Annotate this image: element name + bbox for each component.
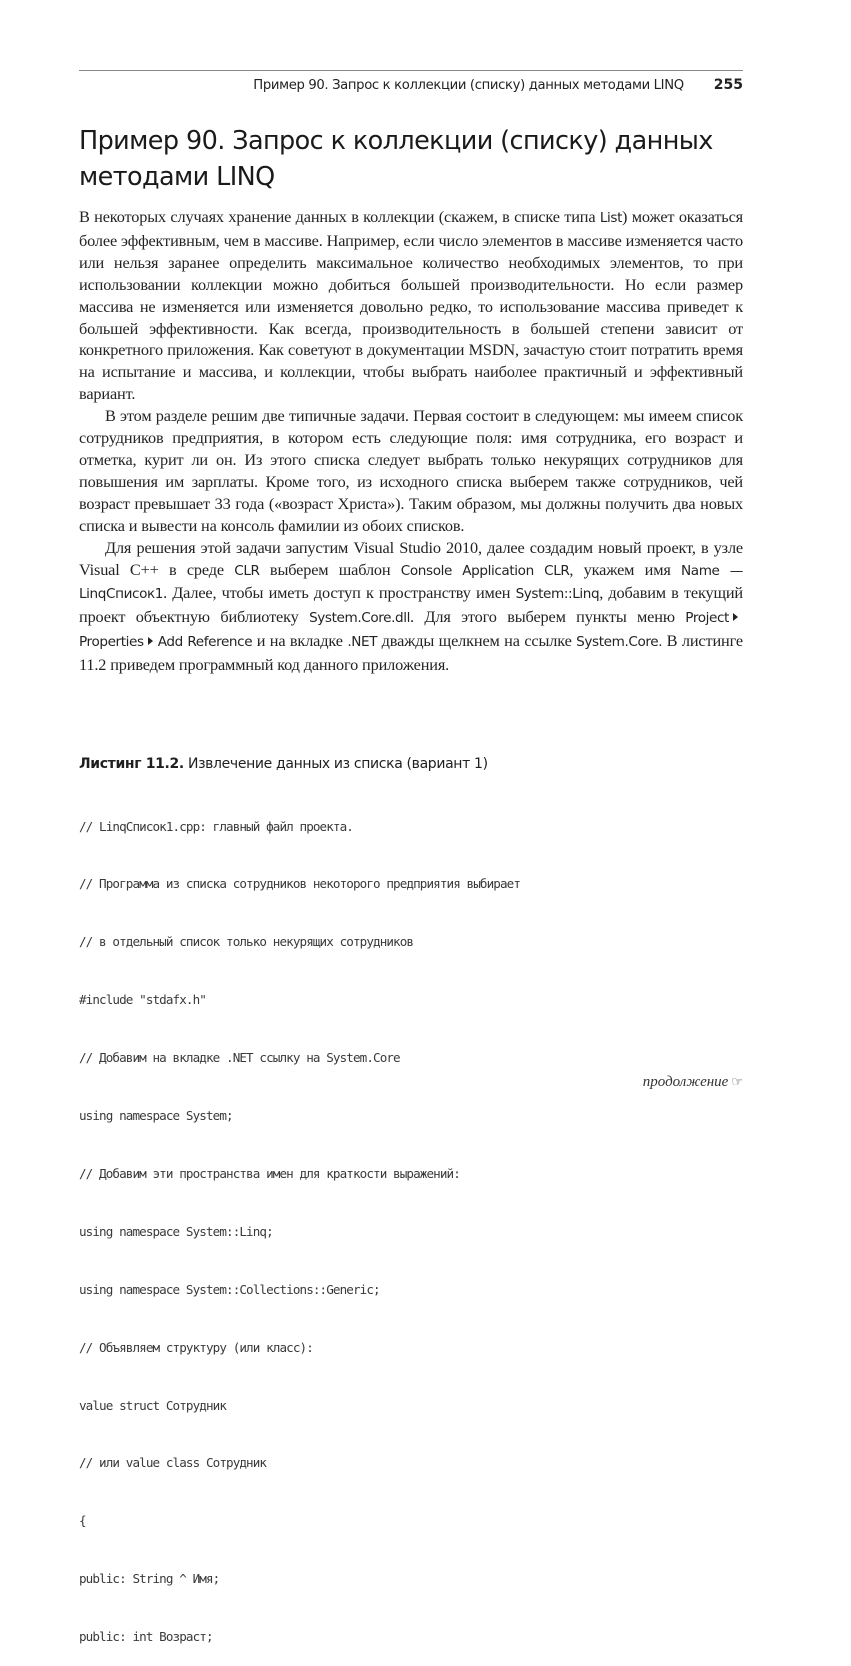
inline-code: System::Linq	[515, 586, 600, 603]
inline-code: CLR	[234, 562, 260, 579]
listing-caption	[79, 756, 743, 772]
code-line: using namespace System::Linq;	[79, 1223, 273, 1239]
code-line: {	[79, 1513, 86, 1529]
code-line: // LinqСписок1.cpp: главный файл проекта.	[79, 818, 353, 834]
running-title: Пример 90. Запрос к коллекции (списку) данных методами LINQ	[253, 78, 684, 93]
continued-label: продолжение	[642, 1074, 729, 1090]
code-line: #include "stdafx.h"	[79, 992, 206, 1008]
code-line: using namespace System;	[79, 1108, 233, 1124]
code-line: public: String ^ Имя;	[79, 1571, 220, 1587]
listing-label: Листинг 11.2.	[79, 756, 184, 772]
paragraph-2: В этом разделе решим две типичные задачи. Первая состоит в следующем: мы имеем список сотрудников предприятия, в котором есть следующие поля: имя сотрудника, его возраст и отметка, курит ли он. Из этого списка следует выбрать только некурящих сотрудников для повышения им зарплаты. Кроме того, из исходного списка выберем также сотрудников, чей возраст превышает 33 года («возраст Христа»). Таким образом, мы должны получить два новых списка и вывести на консоль фамилии из обоих списков.	[79, 406, 743, 535]
code-line: // или value class Сотрудник	[79, 1455, 267, 1471]
header-rule	[79, 70, 743, 71]
hand-pointing-icon: ☞	[731, 1074, 743, 1089]
section-title-line1: Пример 90. Запрос к коллекции (списку) данных	[79, 126, 713, 156]
inline-code: Console Application CLR	[400, 562, 570, 579]
inline-code: Name — LinqСписок1	[79, 562, 744, 603]
code-line: // Добавим эти пространства имен для краткости выражений:	[79, 1165, 460, 1181]
menu-path-add-reference: Add Reference	[157, 634, 253, 651]
inline-code: .NET	[347, 634, 378, 651]
continued-marker	[643, 1074, 743, 1091]
listing-caption-text: Извлечение данных из списка (вариант 1)	[183, 756, 488, 772]
paragraph-1: В некоторых случаях хранение данных в коллекции (скажем, в списке типа List) может оказаться более эффективным, чем в массиве. Например, если число элементов в массиве изменяется часто или нельзя заранее определить максимальное количество необходимых элементов, то при использовании коллекции можно добиться большей производительности. Но если размер массива не изменяется или изменяется довольно редко, то использование массива приведет к большей эффективности. Как всегда, производительность в большей степени зависит от конкретного приложения. Как советуют в документации MSDN, зачастую стоит потратить время на испытание и массива, и коллекции, чтобы выбрать наиболее практичный и эффективный вариант.	[79, 207, 743, 404]
menu-path-properties: Properties	[79, 634, 144, 651]
code-line: // в отдельный список только некурящих сотрудников	[79, 934, 414, 950]
code-line: using namespace System::Collections::Generic;	[79, 1281, 380, 1297]
inline-code: System.Core.dll	[309, 610, 411, 627]
code-line: // Добавим на вкладке .NET ссылку на System.Core	[79, 1050, 400, 1066]
triangle-right-icon	[148, 637, 153, 645]
menu-path-project: Project	[685, 610, 729, 627]
triangle-right-icon	[733, 613, 738, 621]
body-text	[79, 206, 743, 676]
inline-code: List	[599, 210, 623, 226]
code-line: value struct Сотрудник	[79, 1397, 227, 1413]
code-line: // Программа из списка сотрудников некоторого предприятия выбирает	[79, 876, 521, 892]
code-line: public: int Возраст;	[79, 1629, 213, 1645]
code-line: // Объявляем структуру (или класс):	[79, 1339, 313, 1355]
section-title	[79, 123, 759, 195]
section-title-line2: методами LINQ	[79, 162, 275, 192]
running-header	[79, 77, 743, 97]
page-number: 255	[713, 77, 743, 93]
paragraph-3: Для решения этой задачи запустим Visual Studio 2010, далее создадим новый проект, в узле Visual C++ в среде CLR выберем шаблон Console Application CLR, укажем имя Name — LinqСписок1. Далее, чтобы иметь доступ к пространству имен System::Linq, добавим в текущий проект объектную библиотеку System.Core.dll. Для этого выберем пункты меню ProjectProperties Add Reference и на вкладке .NET дважды щелкнем на ссылке System.Core. В листинге 11.2 приведем программный код данного приложения.	[79, 537, 744, 675]
code-listing	[79, 778, 743, 1666]
inline-code: System.Core.	[576, 634, 663, 651]
